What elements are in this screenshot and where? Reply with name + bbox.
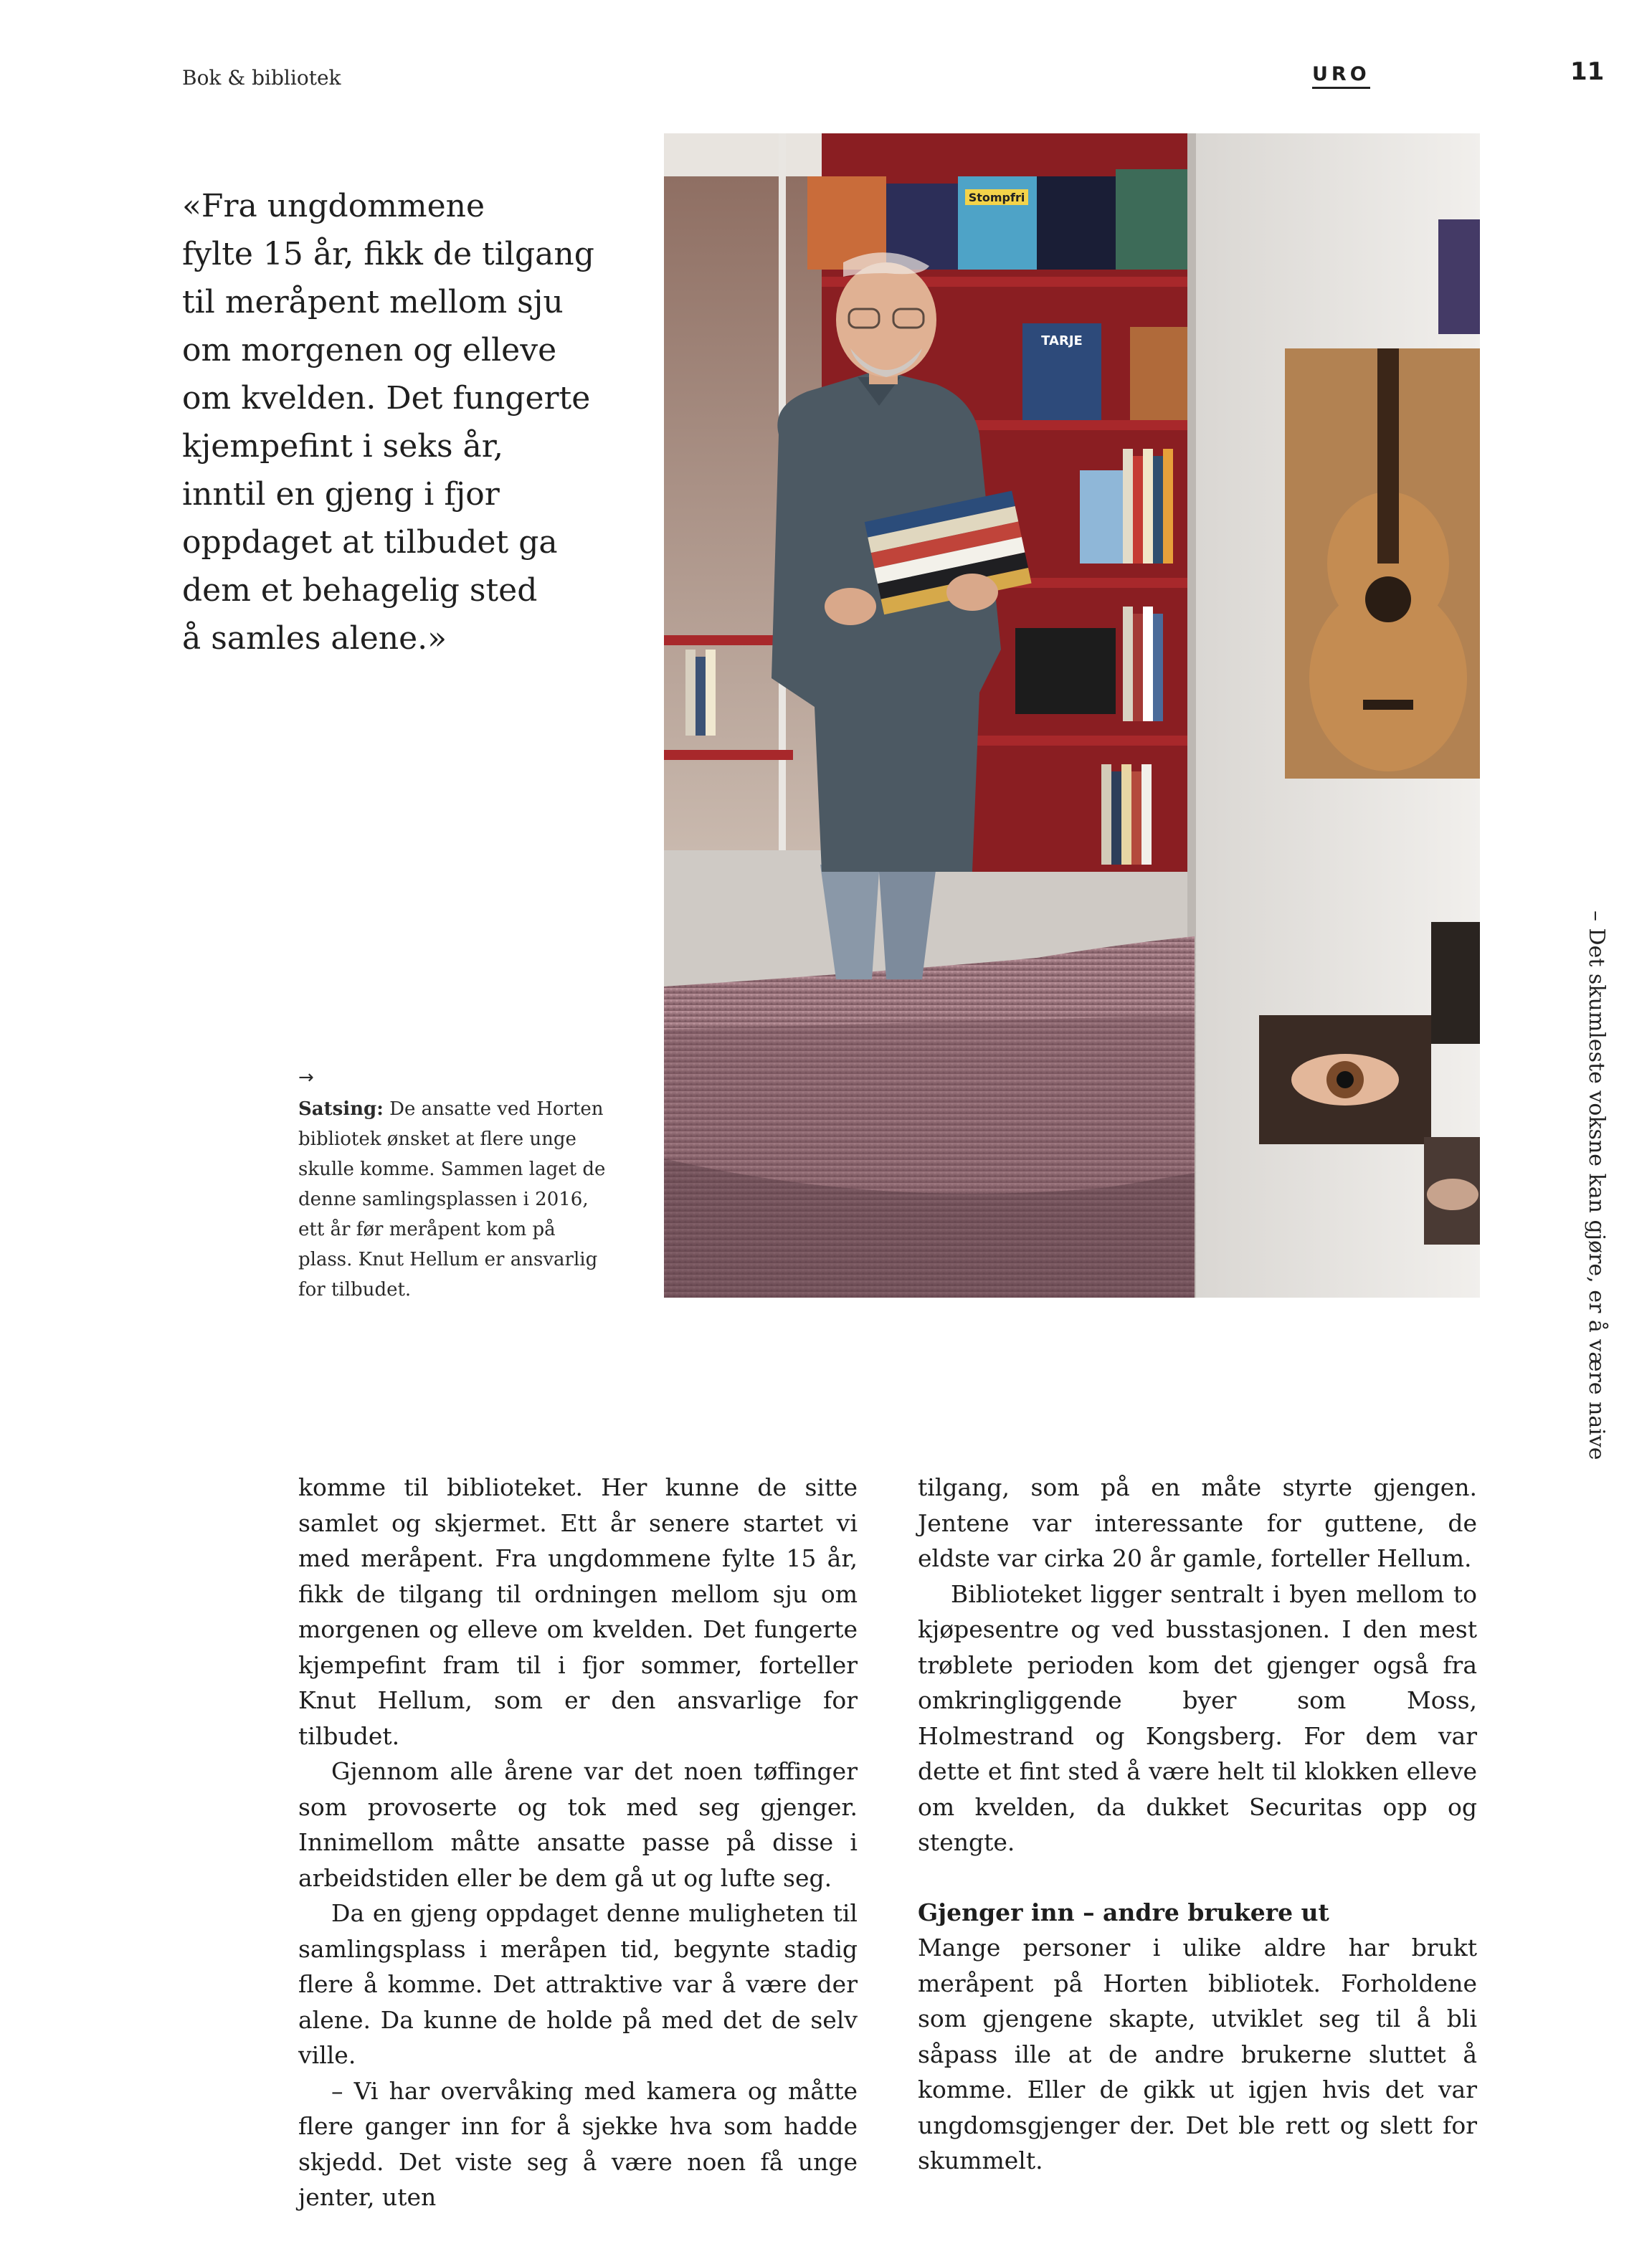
pull-quote-line: fylte 15 år, fikk de tilgang [182,236,594,272]
magazine-name: URO [1312,63,1370,89]
pull-quote-line: inntil en gjeng i fjor [182,476,500,513]
side-quote: – Det skumleste voksne kan gjøre, er å være naive [1584,911,1609,1460]
body-paragraph: komme til biblioteket. Her kunne de sitte samlet og skjermet. Ett år senere startet vi med meråpent. Fra ungdommene fylte 15 år, fikk de tilgang til ordningen mellom sju om morgenen og elleve om kvelden. Det fungerte kjempefint fram til i fjor sommer, forteller Knut Hellum, som er den ansvarlige for tilbudet. [298,1473,858,1750]
book-label: TARJE [1041,333,1083,348]
body-paragraph: Da en gjeng oppdaget denne muligheten til samlingsplass i meråpen tid, begynte stadig flere å komme. Det attraktive var å være der alene. Da kunne de holde på med det de selv ville. [298,1899,858,2069]
body-column-left [298,1470,858,2215]
library-photo [664,133,1480,1298]
body-column-right [918,1470,1477,2179]
pull-quote-line: om kvelden. Det fungerte [182,380,591,417]
pull-quote-line: dem et behagelig sted [182,572,538,609]
body-paragraph: Mange personer i ulike aldre har brukt meråpent på Horten bibliotek. Forholdene som gjengene skapte, utviklet seg til å bli såpass ille at de andre brukerne sluttet å komme. Eller de gikk ut igjen hvis det var ungdomsgjenger der. Det ble rett og slett for skummelt. [918,1934,1477,2174]
pull-quote-line: oppdaget at tilbudet ga [182,524,558,561]
body-paragraph: Gjennom alle årene var det noen tøffinger som provoserte og tok med seg gjenger. Innimellom måtte ansatte passe på disse i arbeidstiden eller be dem gå ut og lufte seg. [298,1757,858,1892]
pull-quote-line: til meråpent mellom sju [182,284,564,320]
book-label: Stompfri [968,191,1025,204]
pull-quote-line: om morgenen og elleve [182,332,557,369]
body-paragraph: tilgang, som på en måte styrte gjengen. Jentene var interessante for guttene, de eldste var cirka 20 år gamle, forteller Hellum. [918,1473,1477,1572]
section-label: Bok & bibliotek [182,66,341,90]
subheading: Gjenger inn – andre brukere ut [918,1898,1329,1926]
body-paragraph: – Vi har overvåking med kamera og måtte flere ganger inn for å sjekke hva som hadde skjedd. Det viste seg å være noen få unge jenter, uten [298,2076,858,2211]
caption-label: Satsing: [298,1098,384,1120]
pull-quote [182,182,612,662]
page-number: 11 [1570,57,1605,86]
caption-text: De ansatte ved Horten bibliotek ønsket at flere unge skulle komme. Sammen laget de denne samlingsplassen i 2016, ett år før meråpent kom på plass. Knut Hellum er ansvarlig for tilbudet. [298,1098,606,1301]
photo-caption [298,1067,614,1305]
pull-quote-line: kjempefint i seks år, [182,428,503,465]
body-paragraph: Biblioteket ligger sentralt i byen mellom to kjøpesentre og ved busstasjonen. I den mest trøblete perioden kom det gjenger også fra omkringliggende byer som Moss, Holmestrand og Kongsberg. For dem var dette et fint sted å være helt til klokken elleve om kvelden, da dukket Securitas opp og stengte. [918,1579,1477,1856]
pull-quote-line: «Fra ungdommene [182,188,485,224]
arrow-icon: → [298,1067,314,1088]
pull-quote-line: å samles alene.» [182,620,447,657]
